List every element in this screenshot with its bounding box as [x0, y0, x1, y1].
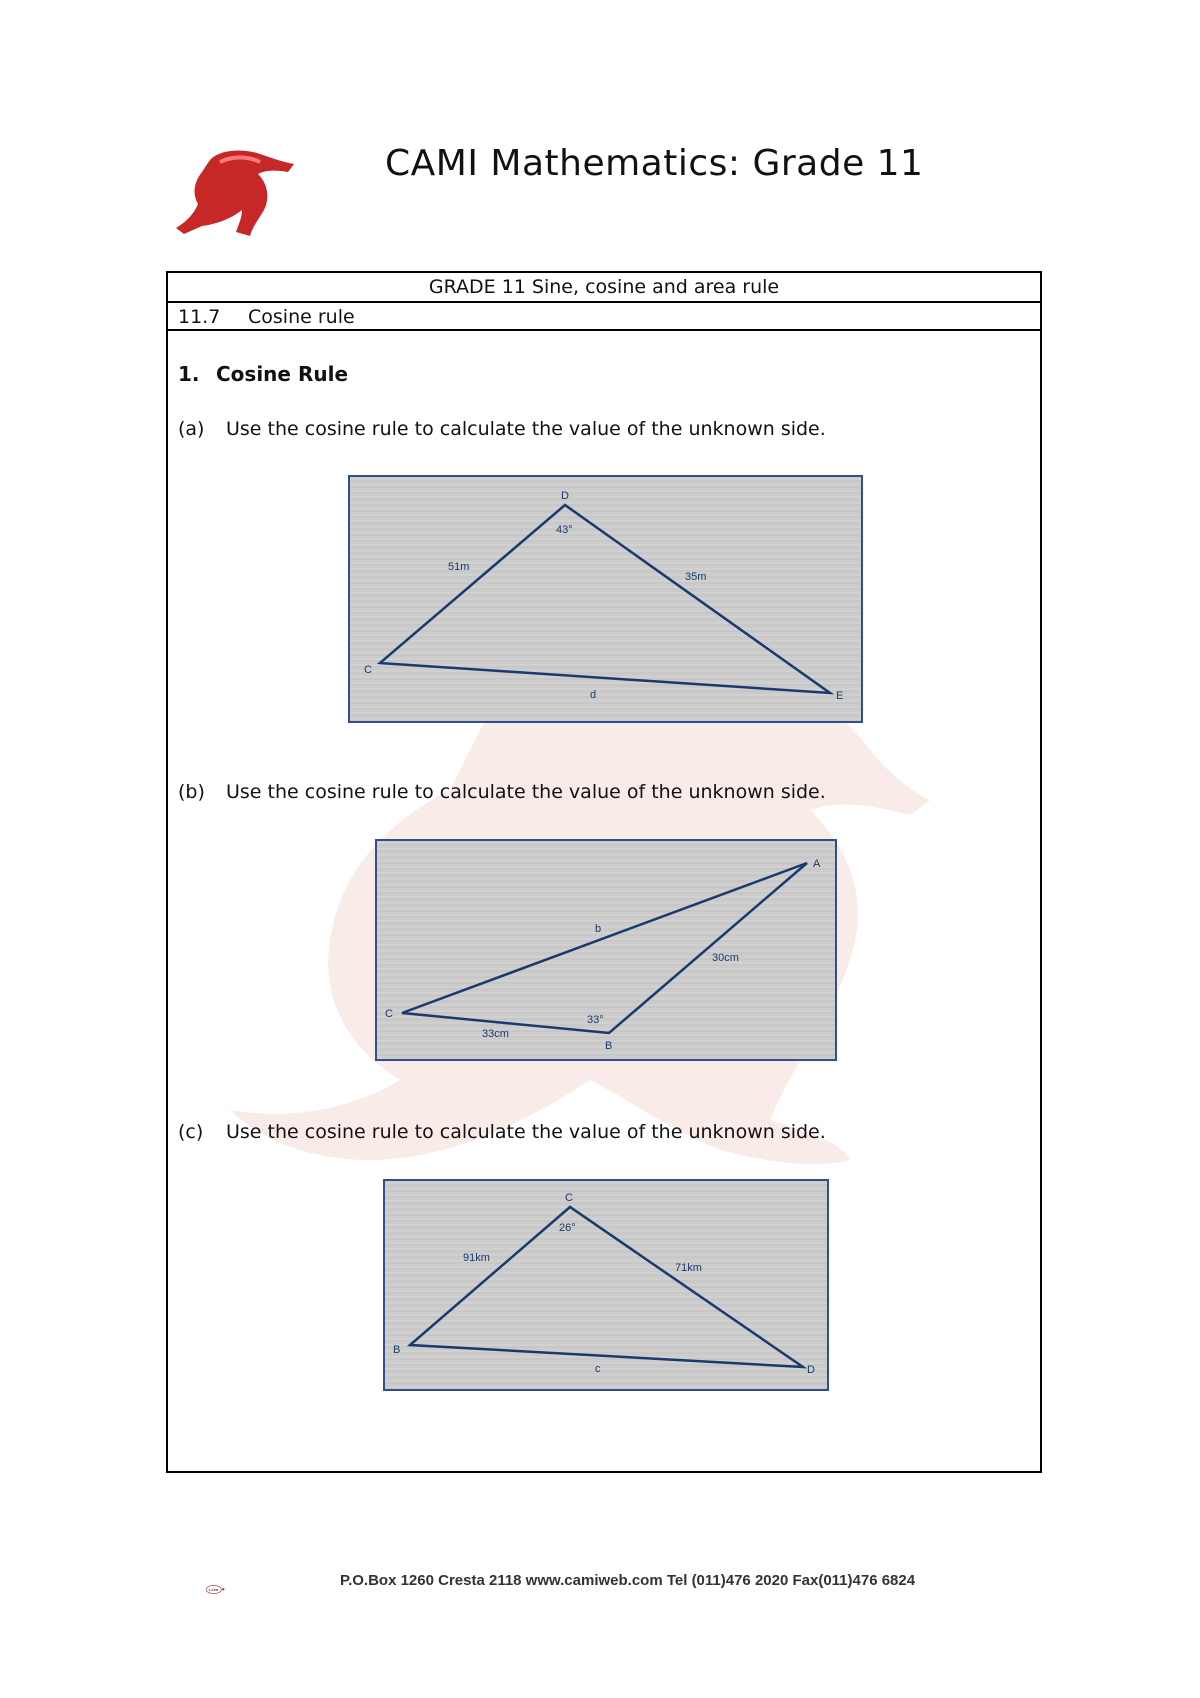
question-c	[178, 1121, 826, 1143]
side-cd-label: 71km	[675, 1262, 702, 1274]
cami-dragon-logo	[172, 148, 302, 240]
vertex-d-label: D	[561, 490, 569, 502]
question-a	[178, 418, 826, 440]
footer-logo-text: CAMI	[208, 1587, 219, 1592]
heading-number: 1.	[178, 362, 200, 386]
triangle-figure-b	[375, 839, 837, 1061]
side-ac-label: b	[595, 923, 602, 935]
vertex-e-label: E	[836, 690, 844, 702]
grade-row: GRADE 11 Sine, cosine and area rule	[168, 273, 1040, 303]
section-number: 11.7	[178, 306, 221, 328]
vertex-c-label: C	[364, 664, 372, 676]
question-label: (b)	[178, 781, 205, 803]
vertex-a-label: A	[813, 858, 821, 870]
side-cd-label: 51m	[448, 561, 470, 573]
side-ce-label: d	[590, 689, 597, 701]
question-label: (c)	[178, 1121, 204, 1143]
section-title: Cosine rule	[248, 306, 355, 328]
vertex-b-label: B	[605, 1040, 613, 1052]
vertex-d-label: D	[807, 1364, 815, 1376]
triangle-abc	[402, 863, 807, 1033]
footer-logo-icon	[205, 1555, 335, 1625]
angle-label: 26°	[559, 1222, 576, 1234]
side-de-label: 35m	[685, 571, 707, 583]
section-row	[168, 303, 1040, 331]
angle-label: 43°	[556, 524, 573, 536]
vertex-b-label: B	[393, 1344, 401, 1356]
triangle-figure-c	[383, 1179, 829, 1391]
exercise-heading	[178, 362, 348, 386]
heading-title: Cosine Rule	[216, 362, 349, 386]
triangle-bcd	[410, 1207, 803, 1367]
question-text: Use the cosine rule to calculate the value of the unknown side.	[226, 418, 826, 440]
side-ab-label: 30cm	[712, 952, 739, 964]
worksheet-frame	[166, 271, 1042, 1473]
side-bd-label: c	[595, 1363, 601, 1375]
side-cb-label: 33cm	[482, 1028, 509, 1040]
angle-label: 33°	[587, 1014, 604, 1026]
question-text: Use the cosine rule to calculate the value of the unknown side.	[226, 781, 826, 803]
side-bc-label: 91km	[463, 1252, 490, 1264]
triangle-cde	[380, 505, 830, 693]
question-text: Use the cosine rule to calculate the value of the unknown side.	[226, 1121, 826, 1143]
triangle-figure-a	[348, 475, 863, 723]
vertex-c-label: C	[385, 1008, 393, 1020]
vertex-c-label: C	[565, 1192, 573, 1204]
question-label: (a)	[178, 418, 205, 440]
question-b	[178, 781, 826, 803]
footer-contact: P.O.Box 1260 Cresta 2118 www.camiweb.com Tel (011)476 2020 Fax(011)476 6824	[340, 1572, 916, 1589]
document-title: CAMI Mathematics: Grade 11	[385, 143, 924, 184]
